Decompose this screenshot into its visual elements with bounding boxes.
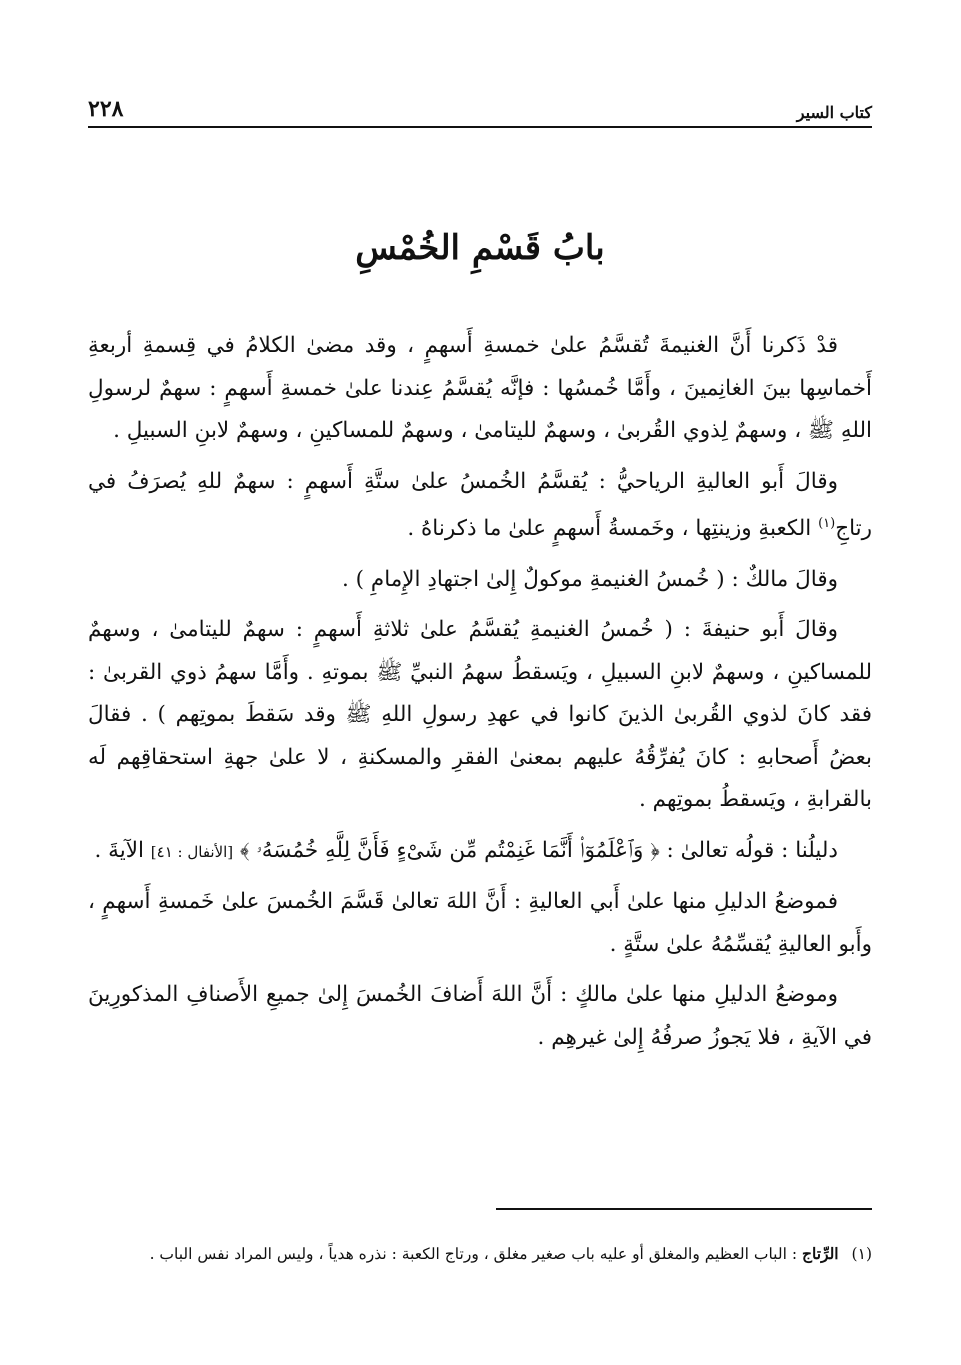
footnote-divider [496,1208,872,1210]
footnote-number: (١) [851,1245,872,1263]
paragraph-text: الكعبةِ وزينتِها ، وخَمسةُ أَسهمٍ علىٰ ما ذكرناهُ . [407,516,812,542]
footnote-text: : الباب العظيم والمغلق أو عليه باب صغير مغلق ، ورتاج الكعبة : نذره هدياً ، وليس المراد نفس الباب . [149,1245,798,1263]
quran-reference: [الأنفال : ٤١] [150,842,234,861]
paragraph: وقالَ مالكٌ : ( خُمسُ الغنيمةِ موكولٌ إِلىٰ اجتهادِ الإِمامِ ) . [342,566,838,592]
paragraph: فموضعُ الدليلِ منها علىٰ أَبي العاليةِ : أَنَّ اللهَ تعالىٰ قَسَّمَ الخُمسَ علىٰ خَمسةِ أَسهمٍ ، وأَبو العاليةِ يُقسِّمُهُ علىٰ ستَّةٍ . [88,889,872,957]
paragraph: قدْ ذَكرنا أَنَّ الغنيمةَ تُقسَّمُ علىٰ خمسةِ أَسهمٍ ، وقد مضىٰ الكلامُ في قِسمةِ أربعةِ أَخماسِها بينَ الغانِمينَ ، وأَمَّا خُمسُها : فإنَّه يُقسَّمُ عِندنا علىٰ خمسةِ أَسهمٍ : سهمٌ لرسولِ اللهِ ﷺ ، وسهمٌ لِذوي القُربىٰ ، وسهمٌ لليتامىٰ ، وسهمٌ للمساكينِ ، وسهمٌ لابنِ السبيلِ . [88,333,872,443]
paragraph-text: وقالَ أَبو العاليةِ الرياحيُّ : يُقسَّمُ الخُمسُ علىٰ ستَّةِ أَسهمٍ : سهمٌ للهِ يُصرَفُ في رتاجِ [88,468,872,542]
paragraph [88,830,872,874]
footnotes [88,1240,872,1268]
body-text [88,325,872,1067]
footnote [88,1240,872,1268]
paragraph [88,461,872,551]
paragraph: وقالَ أَبو حنيفةَ : ( خُمسُ الغنيمةِ يُقسَّمُ علىٰ ثلاثةِ أَسهمٍ : سهمٌ لليتامىٰ ، وسهمٌ للمساكينِ ، وسهمٌ لابنِ السبيلِ ، ويَسقطُ سهمُ النبيِّ ﷺ بموتهِ . وأَمَّا سهمُ ذوي القربىٰ : فقد كانَ لذوي القُربىٰ الذينَ كانوا في عهدِ رسولِ اللهِ ﷺ وقد سَقطَ بموتِهم ) . فقالَ بعضُ أَصحابهِ : كانَ يُفرِّقُهُ عليهم بمعنىٰ الفقرِ والمسكنةِ ، لا علىٰ جهةِ استحقاقِهم لَه بالقرابةِ ، ويَسقطُ بموتِهم . [88,617,872,813]
book-name: كتاب السير [796,103,872,122]
paragraph-text: دليلُنا : قولُه تعالىٰ : ﴿ وَٱعْلَمُوٓا۟ أَنَّمَا غَنِمْتُم مِّن شَىْءٍ فَأَنَّ لِلَّهِ خُمُسَهُۥ ﴾ [240,837,838,863]
page-number: ٢٢٨ [88,96,124,122]
page-header [88,92,872,128]
footnote-marker[interactable]: (١) [818,516,836,531]
footnote-term: الرِّتاج [801,1244,839,1263]
paragraph: وموضعُ الدليلِ منها علىٰ مالكٍ : أَنَّ اللهَ أَضافَ الخُمسَ إِلىٰ جميعِ الأَصنافِ المذكورِينَ في الآيةِ ، فلا يَجوزُ صرفُهُ إِلىٰ غيرهِم . [88,982,872,1050]
paragraph-text: الآيةَ . [94,837,144,863]
chapter-title: بابُ قَسْمِ الخُمْسِ [355,228,605,268]
